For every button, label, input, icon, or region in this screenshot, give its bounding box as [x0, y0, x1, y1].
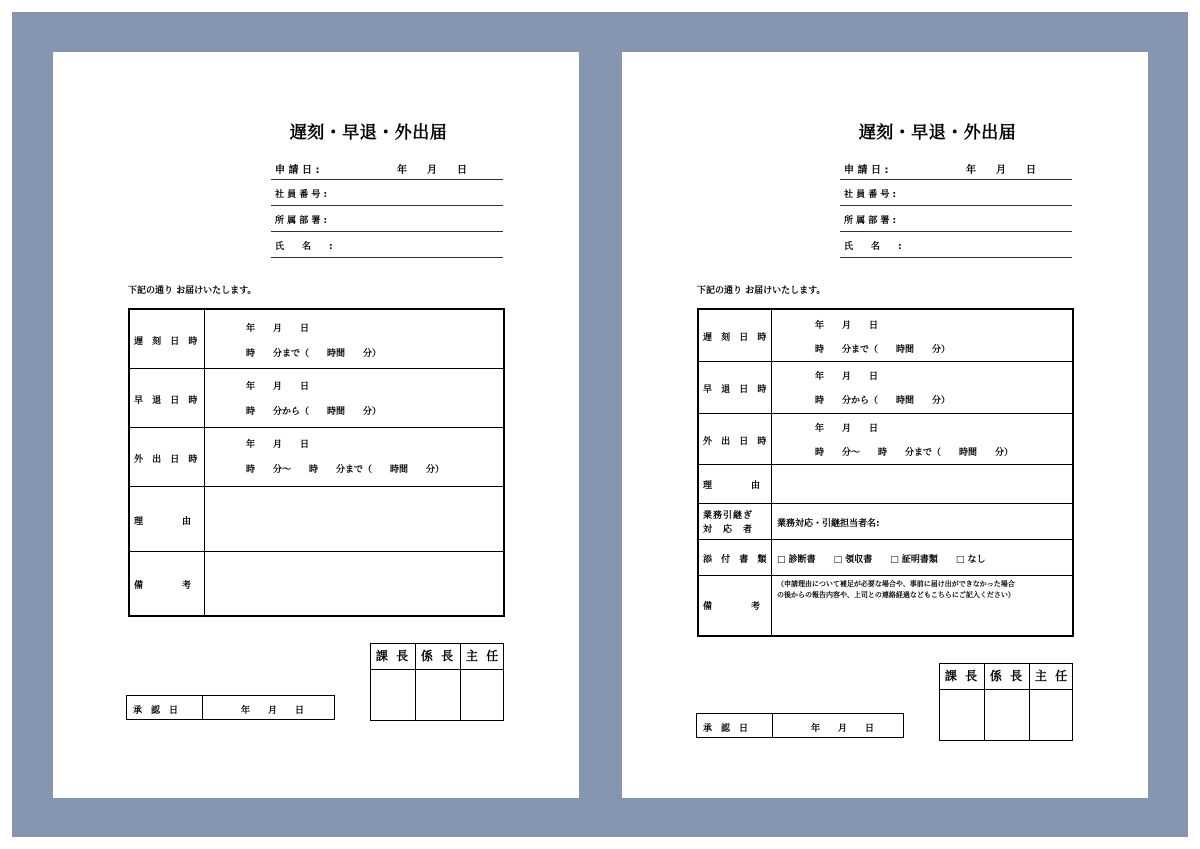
approval-date-label: 承 認 日 [133, 706, 179, 716]
out-label: 外 出 日 時 [703, 437, 770, 447]
form-page-simple [53, 52, 579, 798]
approval-date-label: 承 認 日 [703, 724, 749, 734]
early-label: 早 退 日 時 [134, 396, 201, 406]
intro-note: 下記の通り お届けいたします。 [128, 286, 257, 296]
early-time: 時 分から（ 時間 分） [246, 407, 382, 417]
stamp-divider [460, 669, 461, 720]
early-time: 時 分から（ 時間 分） [815, 396, 951, 406]
approval-divider [202, 696, 203, 719]
reason-row [699, 465, 1072, 504]
apply-date-label: 申 請 日 : [844, 165, 889, 176]
out-time: 時 分～ 時 分まで（ 時間 分） [815, 448, 1014, 458]
stamp-header-line [940, 689, 1072, 690]
approval-stamp-box [939, 663, 1073, 741]
out-date: 年 月 日 [815, 424, 879, 434]
request-table [697, 308, 1074, 637]
employee-no-row [840, 180, 1072, 206]
apply-date-value: 年 月 日 [966, 165, 1036, 176]
out-row [699, 414, 1072, 465]
department-row [840, 206, 1072, 232]
out-row [130, 428, 503, 487]
remarks-label: 備 考 [703, 602, 764, 612]
remarks-note-line1: （申請理由について補足が必要な場合や、事前に届け出ができなかった場合 [777, 580, 1015, 588]
department-row [271, 206, 503, 232]
form-title-text: 遅刻・早退・外出届 [289, 123, 448, 143]
handover-label-line1: 業務引継ぎ [703, 511, 754, 521]
apply-date-value: 年 月 日 [397, 165, 467, 176]
remarks-note-line2: の後からの報告内容や、上司との連絡経過などもこちらにご記入ください） [777, 591, 1015, 599]
early-row [130, 369, 503, 428]
approval-stamp-box [370, 643, 504, 721]
stamp-supervisor: 主 任 [465, 649, 501, 663]
department-label: 所 属 部 署 : [844, 216, 897, 226]
stamp-subsection-chief: 係 長 [985, 664, 1030, 689]
remarks-row [130, 552, 503, 615]
approval-date-box [696, 713, 904, 738]
stamp-divider [984, 689, 985, 740]
early-label: 早 退 日 時 [703, 385, 770, 395]
stamp-divider [1029, 689, 1030, 740]
remarks-row [699, 576, 1072, 635]
early-date: 年 月 日 [246, 382, 310, 392]
name-label: 氏 名 : [275, 242, 333, 252]
late-row [699, 310, 1072, 362]
approval-date-box [126, 695, 335, 720]
out-date: 年 月 日 [246, 440, 310, 450]
stamp-section-chief: 課 長 [371, 644, 416, 669]
reason-label: 理 由 [703, 481, 764, 491]
intro-note: 下記の通り お届けいたします。 [697, 286, 826, 296]
late-row [130, 310, 503, 369]
name-row [271, 232, 503, 258]
stamp-divider [415, 669, 416, 720]
reason-row [130, 487, 503, 552]
handover-label-line2: 対 応 者 [703, 525, 754, 535]
reason-label: 理 由 [134, 517, 195, 527]
late-date: 年 月 日 [815, 321, 879, 331]
stamp-supervisor: 主 任 [1034, 669, 1070, 683]
handover-row [699, 504, 1072, 540]
request-table [128, 308, 505, 617]
approval-divider [772, 714, 773, 737]
employee-no-label: 社 員 番 号 : [275, 190, 328, 200]
out-label: 外 出 日 時 [134, 455, 201, 465]
early-date: 年 月 日 [815, 372, 879, 382]
stamp-header-line [371, 669, 503, 670]
name-row [840, 232, 1072, 258]
stamp-subsection-chief: 係 長 [416, 644, 461, 669]
department-label: 所 属 部 署 : [275, 216, 328, 226]
form-title [622, 118, 1148, 143]
approval-date-value: 年 月 日 [811, 724, 875, 734]
name-label: 氏 名 : [844, 242, 902, 252]
handover-text: 業務対応・引継担当者名: [777, 519, 880, 529]
late-date: 年 月 日 [246, 324, 310, 334]
employee-no-row [271, 180, 503, 206]
remarks-label: 備 考 [134, 581, 195, 591]
form-title-text: 遅刻・早退・外出届 [858, 123, 1017, 143]
attachments-row [699, 540, 1072, 576]
attachments-options: □ 診断書 □ 領収書 □ 証明書類 □ なし [777, 555, 986, 565]
late-label: 遅 刻 日 時 [134, 337, 201, 347]
approval-date-value: 年 月 日 [241, 706, 305, 716]
attachments-label: 添 付 書 類 [703, 555, 770, 565]
late-label: 遅 刻 日 時 [703, 333, 770, 343]
apply-date-label: 申 請 日 : [275, 165, 320, 176]
late-time: 時 分まで（ 時間 分） [246, 349, 382, 359]
employee-no-label: 社 員 番 号 : [844, 190, 897, 200]
form-title [53, 118, 579, 143]
stamp-section-chief: 課 長 [940, 664, 985, 689]
apply-date-row [271, 154, 503, 180]
early-row [699, 362, 1072, 414]
late-time: 時 分まで（ 時間 分） [815, 345, 951, 355]
out-time: 時 分～ 時 分まで（ 時間 分） [246, 465, 445, 475]
form-page-detailed [622, 52, 1148, 798]
apply-date-row [840, 154, 1072, 180]
